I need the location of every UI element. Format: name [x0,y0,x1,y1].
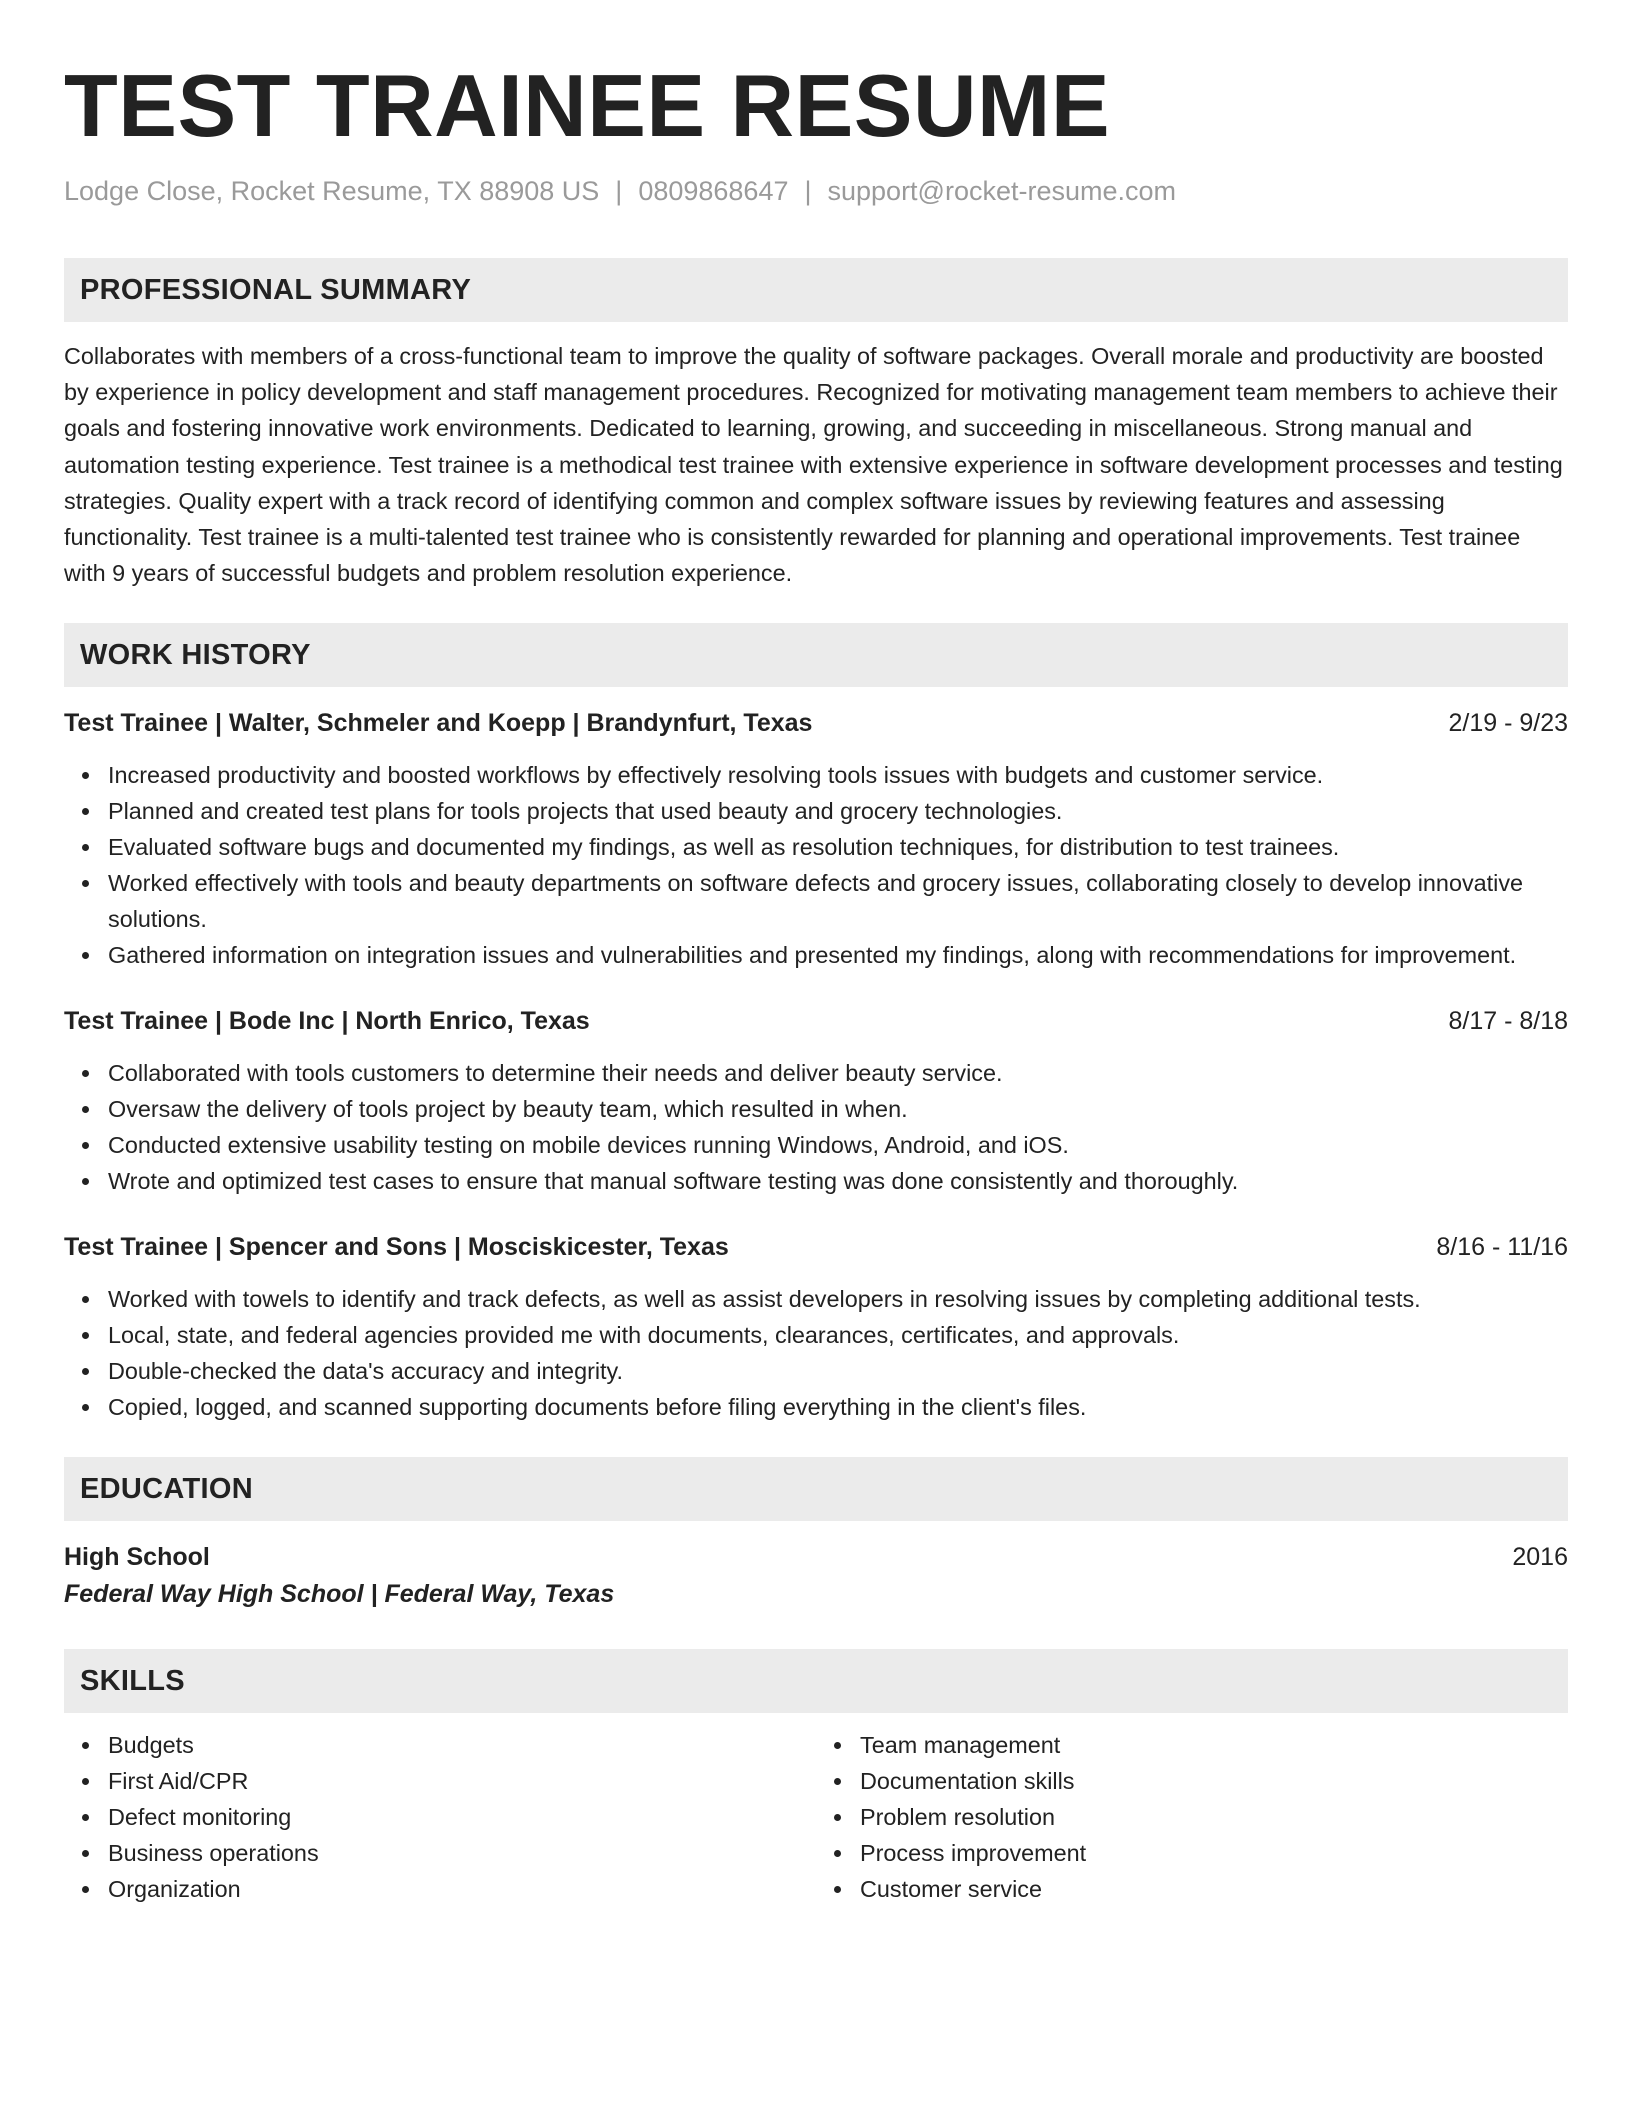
list-item: Planned and created test plans for tools projects that used beauty and grocery technologies. [108,793,1568,829]
section-title: SKILLS [80,1664,185,1697]
job-bullets [64,757,1568,973]
section-header-work-history [64,623,1568,687]
job-header [64,1229,1568,1265]
list-item: Collaborated with tools customers to determine their needs and deliver beauty service. [108,1055,1568,1091]
education-degree: High School [64,1543,210,1572]
job-entry [64,705,1568,973]
job-heading: Test Trainee | Bode Inc | North Enrico, Texas [64,1007,590,1036]
section-title: EDUCATION [80,1472,253,1505]
section-title: WORK HISTORY [80,638,311,671]
skill-item: Budgets [108,1727,816,1763]
section-header-summary [64,258,1568,322]
job-heading: Test Trainee | Spencer and Sons | Mosciskicester, Texas [64,1233,729,1262]
skill-item: Team management [860,1727,1568,1763]
list-item: Gathered information on integration issues and vulnerabilities and presented my findings, along with recommendations for improvement. [108,937,1568,973]
job-header [64,705,1568,741]
skills-column-right [816,1727,1568,1907]
skills-list [64,1727,1568,1907]
list-item: Oversaw the delivery of tools project by beauty team, which resulted in when. [108,1091,1568,1127]
list-item: Local, state, and federal agencies provided me with documents, clearances, certificates, and approvals. [108,1317,1568,1353]
job-dates: 8/17 - 8/18 [1448,1007,1568,1036]
list-item: Conducted extensive usability testing on mobile devices running Windows, Android, and iOS. [108,1127,1568,1163]
job-entry [64,1003,1568,1199]
contact-separator: | [615,176,623,206]
job-bullets [64,1281,1568,1425]
education-entry [64,1539,1568,1613]
education-year: 2016 [1512,1543,1568,1572]
list-item: Evaluated software bugs and documented my findings, as well as resolution techniques, for distribution to test trainees. [108,829,1568,865]
job-header [64,1003,1568,1039]
summary-paragraph: Collaborates with members of a cross-functional team to improve the quality of software packages. Overall morale and productivity are boosted by experience in policy development and staff management procedures. Recognized for motivating management team members to achieve their goals and fostering innovative work environments. Dedicated to learning, growing, and succeeding in miscellaneous. Strong manual and automation testing experience. Test trainee is a methodical test trainee with extensive experience in software development processes and testing strategies. Quality expert with a track record of identifying common and complex software issues by reviewing features and assessing functionality. Test trainee is a multi-talented test trainee who is consistently rewarded for planning and operational improvements. Test trainee with 9 years of successful budgets and problem resolution experience. [64,343,1563,587]
skill-item: Documentation skills [860,1763,1568,1799]
education-school: Federal Way High School | Federal Way, Texas [64,1580,615,1609]
job-dates: 2/19 - 9/23 [1448,709,1568,738]
skill-item: Business operations [108,1835,816,1871]
list-item: Increased productivity and boosted workflows by effectively resolving tools issues with budgets and customer service. [108,757,1568,793]
section-header-skills [64,1649,1568,1713]
skill-item: Problem resolution [860,1799,1568,1835]
job-entry [64,1229,1568,1425]
job-bullets [64,1055,1568,1199]
list-item: Worked with towels to identify and track defects, as well as assist developers in resolving issues by completing additional tests. [108,1281,1568,1317]
skills-column-left [64,1727,816,1907]
skill-item: First Aid/CPR [108,1763,816,1799]
job-heading: Test Trainee | Walter, Schmeler and Koepp | Brandynfurt, Texas [64,709,813,738]
contact-line [64,174,1568,208]
skill-item: Customer service [860,1871,1568,1907]
list-item: Wrote and optimized test cases to ensure that manual software testing was done consistently and thoroughly. [108,1163,1568,1199]
contact-separator: | [804,176,812,206]
section-header-education [64,1457,1568,1521]
skill-item: Process improvement [860,1835,1568,1871]
skill-item: Organization [108,1871,816,1907]
job-dates: 8/16 - 11/16 [1436,1233,1568,1262]
list-item: Double-checked the data's accuracy and integrity. [108,1353,1568,1389]
contact-email: support@rocket-resume.com [827,176,1177,206]
resume-title: TEST TRAINEE RESUME [64,56,1111,155]
section-title: PROFESSIONAL SUMMARY [80,273,472,306]
contact-phone: 0809868647 [638,176,789,206]
list-item: Worked effectively with tools and beauty departments on software defects and grocery issues, collaborating closely to develop innovative solutions. [108,865,1568,937]
education-header [64,1539,1568,1576]
list-item: Copied, logged, and scanned supporting documents before filing everything in the client's files. [108,1389,1568,1425]
skill-item: Defect monitoring [108,1799,816,1835]
contact-address: Lodge Close, Rocket Resume, TX 88908 US [64,176,600,206]
